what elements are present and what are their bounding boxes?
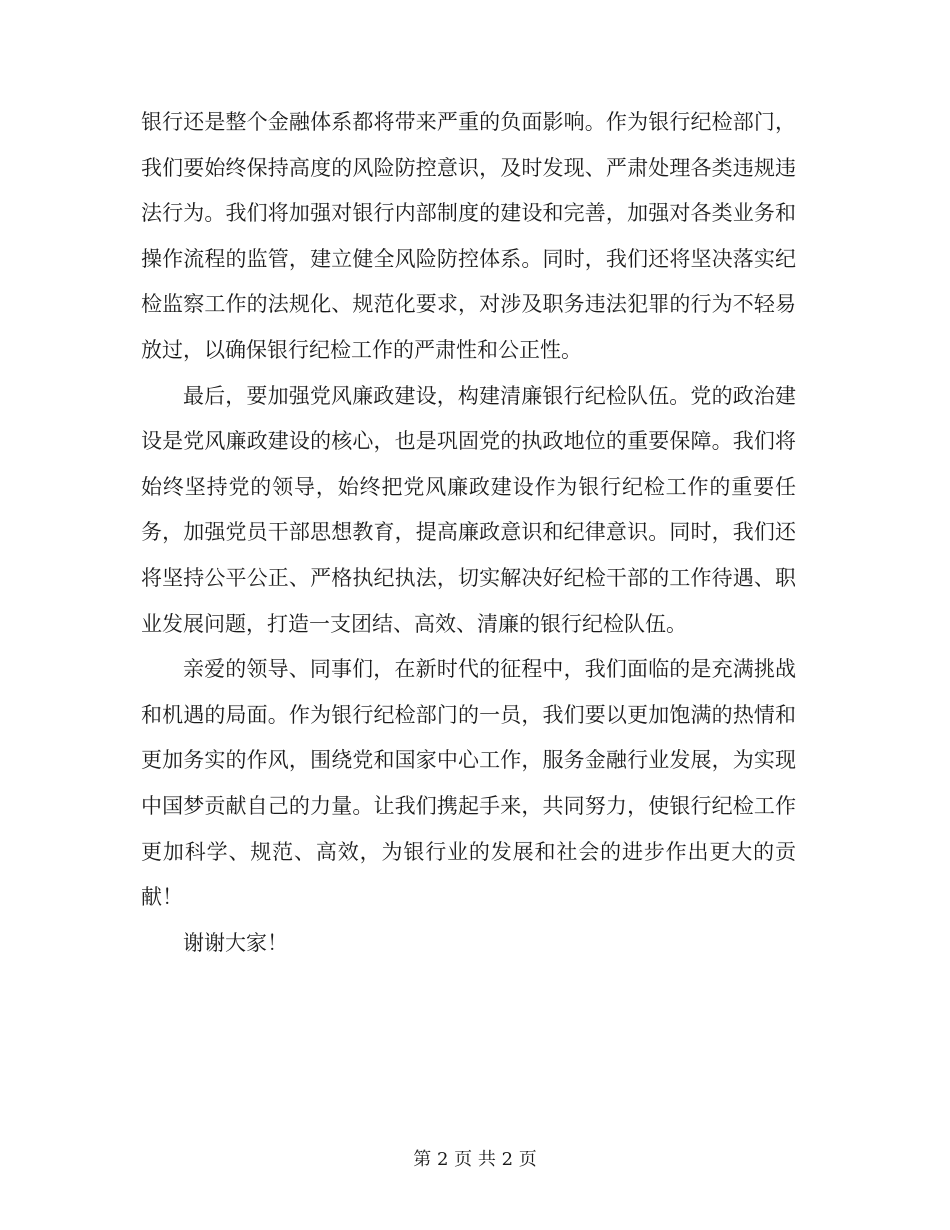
paragraph-1: 银行还是整个金融体系都将带来严重的负面影响。作为银行纪检部门，我们要始终保持高度的风险防控意识，及时发现、严肃处理各类违规违法行为。我们将加强对银行内部制度的建设和完善，加强对各类业务和操作流程的监管，建立健全风险防控体系。同时，我们还将坚决落实纪检监察工作的法规化、规范化要求，对涉及职务违法犯罪的行为不轻易放过，以确保银行纪检工作的严肃性和公正性。 xyxy=(141,110,796,362)
page-number-footer: 第 2 页 共 2 页 xyxy=(413,1149,537,1170)
paragraph-4: 谢谢大家！ xyxy=(183,930,288,955)
paragraph-2: 最后，要加强党风廉政建设，构建清廉银行纪检队伍。党的政治建设是党风廉政建设的核心，也是巩固党的执政地位的重要保障。我们将始终坚持党的领导，始终把党风廉政建设作为银行纪检工作的重要任务，加强党员干部思想教育，提高廉政意识和纪律意识。同时，我们还将坚持公平公正、严格执纪执法，切实解决好纪检干部的工作待遇、职业发展问题，打造一支团结、高效、清廉的银行纪检队伍。 xyxy=(141,383,796,636)
paragraph-3: 亲爱的领导、同事们，在新时代的征程中，我们面临的是充满挑战和机遇的局面。作为银行纪检部门的一员，我们要以更加饱满的热情和更加务实的作风，围绕党和国家中心工作，服务金融行业发展，为实现中国梦贡献自己的力量。让我们携起手来，共同努力，使银行纪检工作更加科学、规范、高效，为银行业的发展和社会的进步作出更大的贡献！ xyxy=(141,657,796,910)
document-body xyxy=(141,100,796,966)
